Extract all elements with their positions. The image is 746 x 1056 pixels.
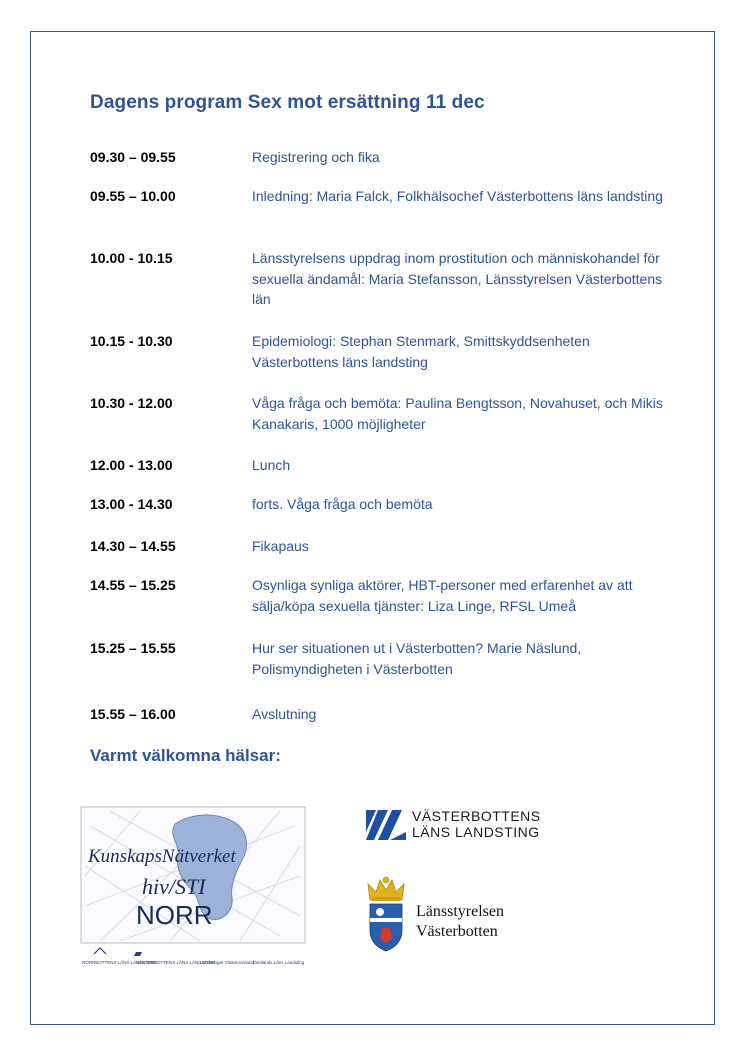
schedule-desc: Våga fråga och bemöta: Paulina Bengtsson, Novahuset, och Mikis Kanakaris, 1000 möjligheter [252, 395, 663, 432]
schedule-time: 12.00 - 13.00 [90, 457, 173, 473]
lansstyrelsen-logo-text [416, 902, 504, 942]
schedule-time: 09.30 – 09.55 [90, 149, 176, 165]
schedule-time: 10.15 - 10.30 [90, 333, 173, 349]
schedule-time: 15.55 – 16.00 [90, 706, 176, 722]
footer-logo-jamtland: Jämtlands Läns Landsting [252, 960, 305, 965]
lansstyrelsen-logo [364, 874, 564, 952]
schedule-desc: Osynliga synliga aktörer, HBT-personer med erfarenhet av att sälja/köpa sexuella tjänster: Liza Linge, RFSL Umeå [252, 577, 633, 614]
schedule-time: 09.55 – 10.00 [90, 188, 176, 204]
schedule-desc: Hur ser situationen ut i Västerbotten? Marie Näslund, Polismyndigheten i Västerbotten [252, 640, 582, 677]
footer-logo-vasterbotten: VÄSTERBOTTENS LÄNS LANDSTING [136, 960, 216, 965]
logo-line3-text: NORR [136, 900, 213, 930]
vll-logo-text [412, 808, 541, 840]
schedule-desc: Epidemiologi: Stephan Stenmark, Smittskyddsenheten Västerbottens läns landsting [252, 333, 590, 370]
footer-logo-norrbotten: NORRBOTTENS LÄNS LANDSTING [82, 960, 157, 965]
lansstyrelsen-line1: Länsstyrelsen [416, 903, 504, 920]
kunskapsnatverket-logo-graphic [80, 806, 306, 970]
schedule-desc: Lunch [252, 457, 291, 473]
vll-line2: LÄNS LANDSTING [412, 824, 540, 840]
crown-shield-icon [364, 874, 408, 952]
schedule-desc: Registrering och fika [252, 149, 380, 165]
schedule-time: 13.00 - 14.30 [90, 496, 173, 512]
vll-logo [366, 808, 586, 846]
welcome-heading: Varmt välkomna hälsar: [90, 746, 281, 765]
schedule-time: 15.25 – 15.55 [90, 640, 176, 656]
schedule-desc: forts. Våga fråga och bemöta [252, 496, 433, 512]
schedule-time: 10.30 - 12.00 [90, 395, 173, 411]
page-title: Dagens program Sex mot ersättning 11 dec [90, 92, 485, 113]
footer-logo-vasternorrland: Landstinget Västernorrland [200, 960, 255, 965]
kunskapsnatverket-logo [80, 806, 306, 970]
schedule-desc: Fikapaus [252, 538, 309, 554]
lansstyrelsen-line2: Västerbotten [416, 923, 498, 940]
schedule-time: 14.30 – 14.55 [90, 538, 176, 554]
schedule-time: 10.00 - 10.15 [90, 250, 173, 266]
vll-logo-mark-icon [366, 810, 406, 842]
logo-line1-text: KunskapsNätverket [88, 846, 236, 867]
logo-line2-text: hiv/STI [142, 874, 206, 899]
vll-line1: VÄSTERBOTTENS [412, 808, 541, 824]
schedule-time: 14.55 – 15.25 [90, 577, 176, 593]
schedule-desc: Länsstyrelsens uppdrag inom prostitution och människohandel för sexuella ändamål: Maria Stefansson, Länsstyrelsen Västerbottens län [252, 250, 663, 307]
schedule-desc: Inledning: Maria Falck, Folkhälsochef Västerbottens läns landsting [252, 188, 663, 204]
schedule-desc: Avslutning [252, 706, 317, 722]
